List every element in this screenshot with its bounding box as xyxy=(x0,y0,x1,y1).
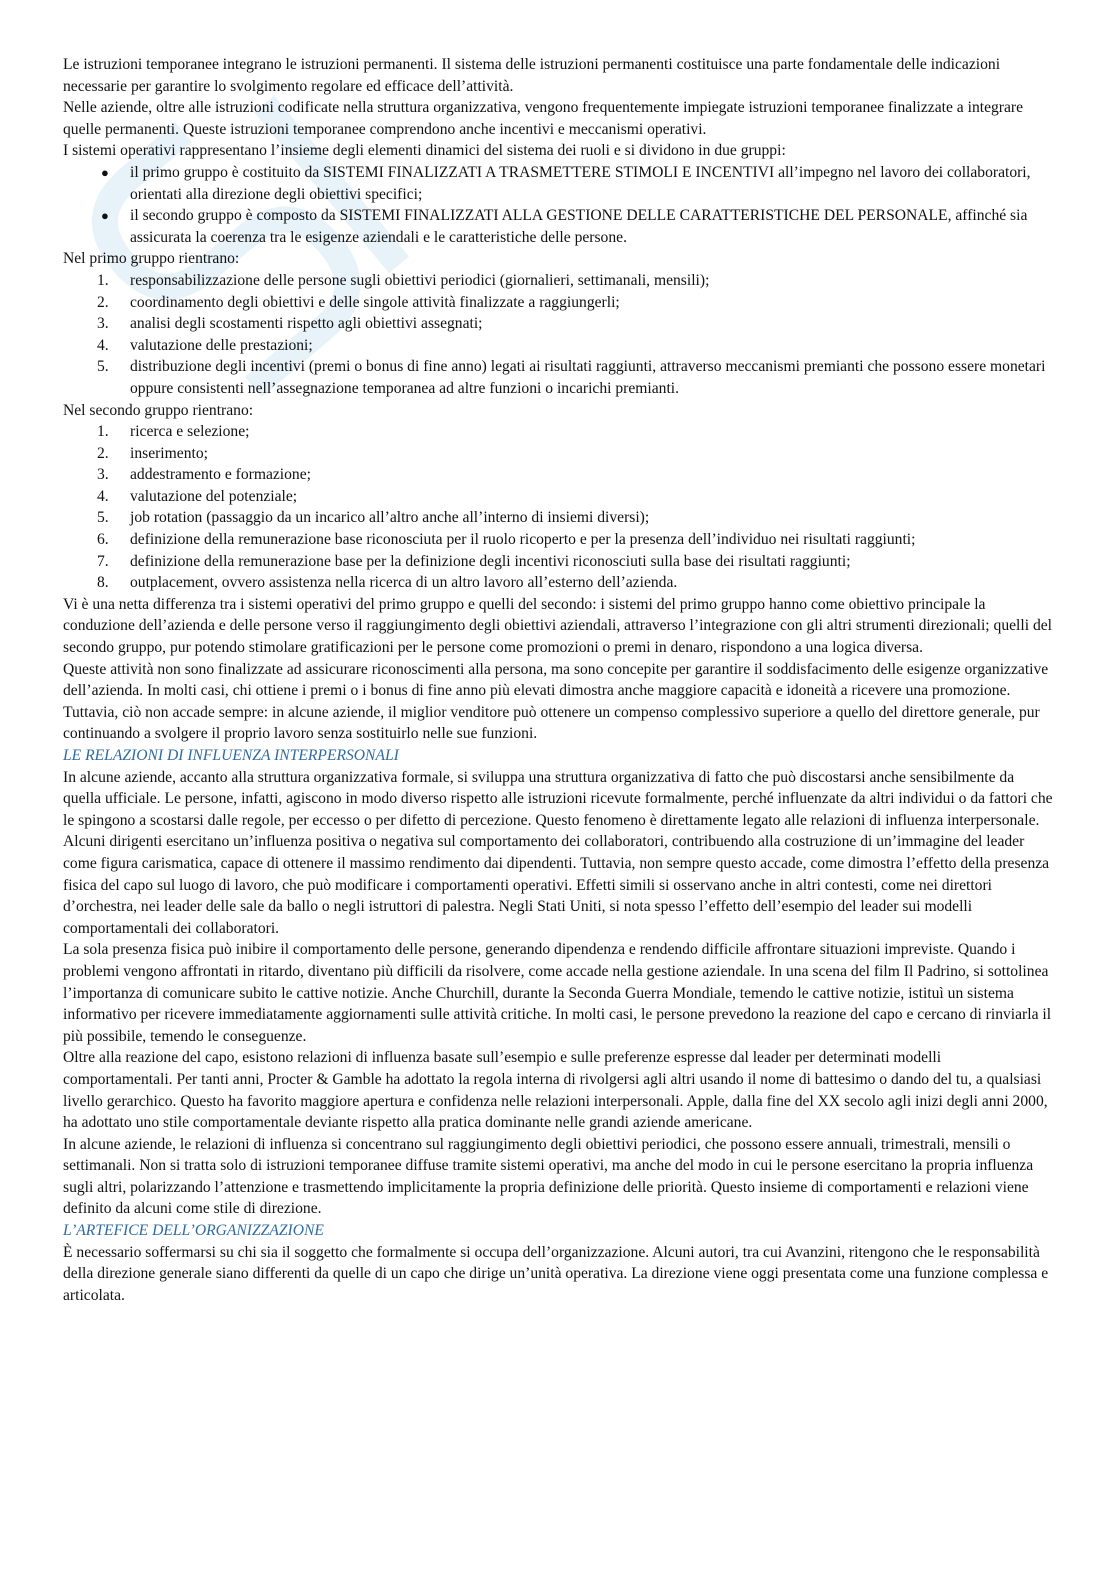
list-item: 3. addestramento e formazione; xyxy=(97,466,311,484)
body-paragraph: Oltre alla reazione del capo, esistono relazioni di influenza basate sull’esempio e sulle preferenze espresse dal leader per determinati modelli comportamentali. Per tanti anni, Procter & Gamble ha adottato la regola interna di rivolgersi agli altri usando il nome di battesimo o dando del tu, a qualsiasi livello gerarchico. Questo ha favorito maggiore apertura e confidenza nelle relazioni interpersonali. Apple, dalla fine del XX secolo agli inizi degli anni 2000, ha adottato uno stile comportamentale deviante rispetto alla pratica dominante nelle grandi aziende americane. xyxy=(63,1049,1048,1132)
second-group-list xyxy=(63,421,1053,594)
list-item: 1. ricerca e selezione; xyxy=(97,423,250,441)
list-item: 6. definizione della remunerazione base riconosciuta per il ruolo ricoperto e per la presenza dell’individuo nei risultati raggiunti; xyxy=(97,531,916,549)
body-paragraph: Queste attività non sono finalizzate ad assicurare riconoscimenti alla persona, ma sono concepite per garantire il soddisfacimento delle esigenze organizzative dell’azienda. In molti casi, chi ottiene i premi o i bonus di fine anno più elevati dimostra anche maggiore capacità e idoneità a ricevere una promozione. Tuttavia, ciò non accade sempre: in alcune aziende, il miglior venditore può ottenere un compenso complessivo superiore a quello del direttore generale, pur continuando a svolgere il proprio lavoro senza sostituirlo nelle sue funzioni. xyxy=(63,660,1049,743)
body-paragraph: La sola presenza fisica può inibire il comportamento delle persone, generando dipendenza e rendendo difficile affrontare situazioni impreviste. Quando i problemi vengono affrontati in ritardo, diventano più difficili da risolvere, come accade nella gestione aziendale. In una scena del film Il Padrino, si sottolinea l’importanza di comunicare subito le cattive notizie. Anche Churchill, durante la Seconda Guerra Mondiale, temendo le cattive notizie, istituì un sistema informativo per ricevere immediatamente aggiornamenti sulle attività critiche. In molti casi, le persone prevedono la reazione del capo e cercano di rinviarla il più possibile, temendo le conseguenze. xyxy=(63,941,1052,1045)
first-group-list xyxy=(63,270,1053,400)
list-item: 1. responsabilizzazione delle persone sugli obiettivi periodici (giornalieri, settimanali, mensili); xyxy=(97,271,710,289)
bullet-icon: ● xyxy=(101,208,109,224)
list-item: 4. valutazione delle prestazioni; xyxy=(97,336,313,354)
list-item: 2. inserimento; xyxy=(97,444,208,462)
bullet-icon: ● xyxy=(101,164,109,180)
list-item: 8. outplacement, ovvero assistenza nella ricerca di un altro lavoro all’esterno dell’azienda. xyxy=(97,574,678,592)
first-group-intro: Nel primo gruppo rientrano: xyxy=(63,250,240,268)
body-paragraph: In alcune aziende, le relazioni di influenza si concentrano sul raggiungimento degli obiettivi periodici, che possono essere annuali, trimestrali, mensili o settimanali. Non si tratta solo di istruzioni temporanee diffuse tramite sistemi operativi, ma anche del modo in cui le persone esercitano la propria influenza sugli altri, polarizzando l’attenzione e trasmettendo implicitamente la propria definizione delle priorità. Questo insieme di comportamenti e relazioni viene definito da alcuni come stile di direzione. xyxy=(63,1135,1034,1218)
list-item: 3. analisi degli scostamenti rispetto agli obiettivi assegnati; xyxy=(97,315,483,333)
section-heading-artefice: L’ARTEFICE DELL’ORGANIZZAZIONE xyxy=(63,1222,324,1240)
document-page xyxy=(63,54,1053,1306)
list-item: ● il secondo gruppo è composto da SISTEMI FINALIZZATI ALLA GESTIONE DELLE CARATTERISTICHE DEL PERSONALE, affinché sia assicurata la coerenza tra le esigenze aziendali e le caratteristiche delle persone. xyxy=(101,207,1028,246)
list-item: 4. valutazione del potenziale; xyxy=(97,487,298,505)
body-paragraph: In alcune aziende, accanto alla struttura organizzativa formale, si sviluppa una struttura organizzativa di fatto che può discostarsi anche sensibilmente da quella ufficiale. Le persone, infatti, agiscono in modo diverso rispetto alle istruzioni ricevute formalmente, perché influenzate da altri individui o da fattori che le spingono a scostarsi dalle regole, per eccesso o per difetto di percezione. Questo fenomeno è direttamente legato alle relazioni di influenza interpersonale. xyxy=(63,768,1053,829)
list-item: 7. definizione della remunerazione base per la definizione degli incentivi riconosciuti sulla base dei risultati raggiunti; xyxy=(97,552,851,570)
intro-paragraph: Nelle aziende, oltre alle istruzioni codificate nella struttura organizzativa, vengono frequentemente impiegate istruzioni temporanee finalizzate a integrare quelle permanenti. Queste istruzioni temporanee comprendono anche incentivi e meccanismi operativi. xyxy=(63,99,1024,138)
list-item: 2. coordinamento degli obiettivi e delle singole attività finalizzate a raggiungerli; xyxy=(97,293,620,311)
second-group-intro: Nel secondo gruppo rientrano: xyxy=(63,401,254,419)
intro-paragraph: I sistemi operativi rappresentano l’insieme degli elementi dinamici del sistema dei ruoli e si dividono in due gruppi: xyxy=(63,142,786,160)
groups-bullet-list xyxy=(63,162,1053,248)
section-heading-relazioni: LE RELAZIONI DI INFLUENZA INTERPERSONALI xyxy=(63,747,399,764)
list-item: 5. distribuzione degli incentivi (premi o bonus di fine anno) legati ai risultati raggiunti, attraverso meccanismi premianti che possono essere monetari oppure consistenti nell’assegnazione temporanea ad altre funzioni o incarichi premianti. xyxy=(97,358,1046,397)
body-paragraph: Vi è una netta differenza tra i sistemi operativi del primo gruppo e quelli del secondo: i sistemi del primo gruppo hanno come obiettivo principale la conduzione dell’azienda e delle persone verso il raggiungimento degli obiettivi aziendali, attraverso l’integrazione con gli altri strumenti direzionali; quelli del secondo gruppo, pur potendo stimolare gratificazioni per le persone come promozioni o premi in denaro, rispondono a una logica diversa. xyxy=(63,595,1052,657)
body-paragraph: È necessario soffermarsi su chi sia il soggetto che formalmente si occupa dell’organizzazione. Alcuni autori, tra cui Avanzini, ritengono che le responsabilità della direzione generale siano differenti da quelle di un capo che dirige un’unità operativa. La direzione viene oggi presentata come una funzione complessa e articolata. xyxy=(63,1243,1049,1304)
body-paragraph: Alcuni dirigenti esercitano un’influenza positiva o negativa sul comportamento dei collaboratori, contribuendo alla costruzione di un’immagine del leader come figura carismatica, capace di ottenere il massimo rendimento dai dipendenti. Tuttavia, non sempre questo accade, come dimostra l’effetto della presenza fisica del capo sul luogo di lavoro, che può modificare i comportamenti operativi. Effetti simili si osservano anche in altri contesti, come nei direttori d’orchestra, nei leader delle sale da ballo o negli istruttori di palestra. Negli Stati Uniti, si nota spesso l’effetto dell’esempio del leader sui modelli comportamentali dei collaboratori. xyxy=(63,833,1050,937)
list-item: ● il primo gruppo è costituito da SISTEMI FINALIZZATI A TRASMETTERE STIMOLI E INCENTIVI all’impegno nel lavoro dei collaboratori, orientati alla direzione degli obiettivi specifici; xyxy=(101,163,1031,203)
list-item: 5. job rotation (passaggio da un incarico all’altro anche all’interno di insiemi diversi); xyxy=(97,509,650,527)
intro-paragraph: Le istruzioni temporanee integrano le istruzioni permanenti. Il sistema delle istruzioni permanenti costituisce una parte fondamentale delle indicazioni necessarie per garantire lo svolgimento regolare ed efficace dell’attività. xyxy=(63,56,1001,95)
